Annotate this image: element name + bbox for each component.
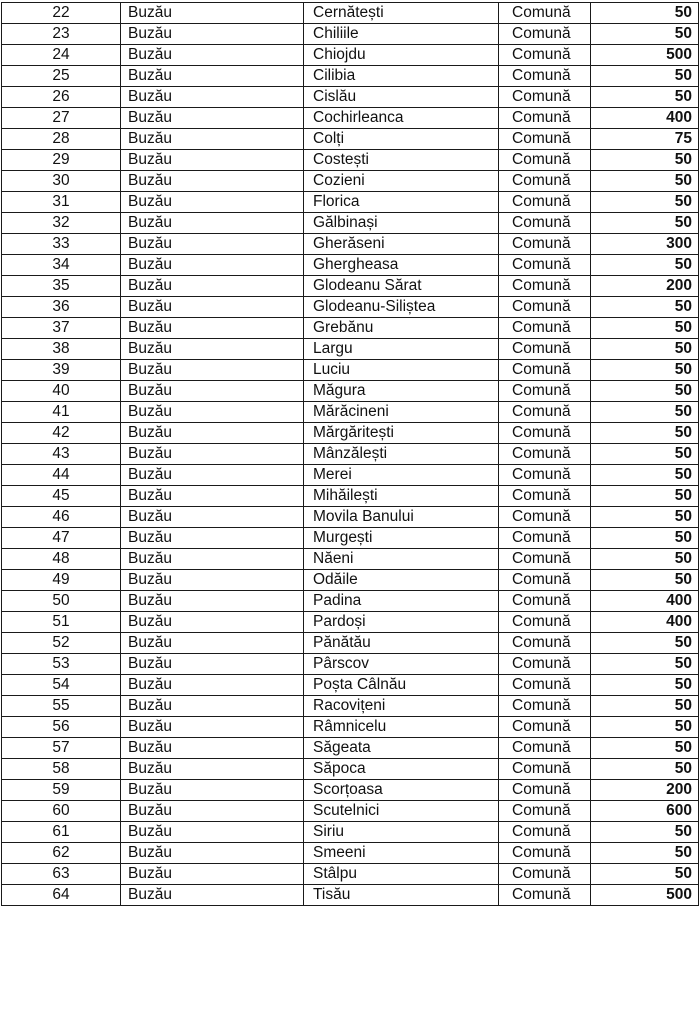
value-cell: 50: [591, 402, 699, 423]
locality-cell: Movila Banului: [304, 507, 499, 528]
type-cell: Comună: [499, 381, 591, 402]
table-row: [2, 759, 699, 780]
value-cell: 50: [591, 381, 699, 402]
county-cell: Buzău: [121, 759, 304, 780]
locality-cell: Padina: [304, 591, 499, 612]
row-number-cell: 41: [2, 402, 121, 423]
locality-cell: Săpoca: [304, 759, 499, 780]
county-cell: Buzău: [121, 696, 304, 717]
county-cell: Buzău: [121, 45, 304, 66]
type-cell: Comună: [499, 696, 591, 717]
value-cell: 50: [591, 822, 699, 843]
type-cell: Comună: [499, 192, 591, 213]
value-cell: 600: [591, 801, 699, 822]
locality-cell: Luciu: [304, 360, 499, 381]
county-cell: Buzău: [121, 465, 304, 486]
table-row: [2, 486, 699, 507]
locality-cell: Pardoși: [304, 612, 499, 633]
type-cell: Comună: [499, 255, 591, 276]
locality-cell: Racovițeni: [304, 696, 499, 717]
type-cell: Comună: [499, 87, 591, 108]
table-row: [2, 129, 699, 150]
county-cell: Buzău: [121, 864, 304, 885]
county-cell: Buzău: [121, 3, 304, 24]
row-number-cell: 26: [2, 87, 121, 108]
table-row: [2, 780, 699, 801]
locality-cell: Scorțoasa: [304, 780, 499, 801]
table-row: [2, 402, 699, 423]
locality-cell: Scutelnici: [304, 801, 499, 822]
value-cell: 200: [591, 276, 699, 297]
type-cell: Comună: [499, 339, 591, 360]
type-cell: Comună: [499, 717, 591, 738]
county-cell: Buzău: [121, 213, 304, 234]
table-row: [2, 570, 699, 591]
value-cell: 500: [591, 885, 699, 906]
row-number-cell: 35: [2, 276, 121, 297]
locality-cell: Siriu: [304, 822, 499, 843]
row-number-cell: 60: [2, 801, 121, 822]
value-cell: 400: [591, 612, 699, 633]
value-cell: 50: [591, 318, 699, 339]
county-cell: Buzău: [121, 654, 304, 675]
type-cell: Comună: [499, 423, 591, 444]
locality-cell: Poșta Câlnău: [304, 675, 499, 696]
county-cell: Buzău: [121, 612, 304, 633]
table-row: [2, 213, 699, 234]
type-cell: Comună: [499, 822, 591, 843]
county-cell: Buzău: [121, 717, 304, 738]
county-cell: Buzău: [121, 234, 304, 255]
value-cell: 50: [591, 465, 699, 486]
value-cell: 50: [591, 24, 699, 45]
locality-cell: Ghergheasa: [304, 255, 499, 276]
value-cell: 50: [591, 297, 699, 318]
type-cell: Comună: [499, 780, 591, 801]
locality-cell: Odăile: [304, 570, 499, 591]
value-cell: 50: [591, 150, 699, 171]
row-number-cell: 23: [2, 24, 121, 45]
locality-cell: Costești: [304, 150, 499, 171]
locality-cell: Chiliile: [304, 24, 499, 45]
locality-cell: Gălbinași: [304, 213, 499, 234]
value-cell: 50: [591, 759, 699, 780]
locality-cell: Florica: [304, 192, 499, 213]
value-cell: 50: [591, 549, 699, 570]
table-row: [2, 717, 699, 738]
row-number-cell: 45: [2, 486, 121, 507]
table-row: [2, 675, 699, 696]
county-cell: Buzău: [121, 381, 304, 402]
row-number-cell: 46: [2, 507, 121, 528]
locality-cell: Largu: [304, 339, 499, 360]
locality-cell: Cochirleanca: [304, 108, 499, 129]
table-row: [2, 234, 699, 255]
locality-cell: Tisău: [304, 885, 499, 906]
table-row: [2, 297, 699, 318]
value-cell: 50: [591, 675, 699, 696]
table-row: [2, 276, 699, 297]
table-row: [2, 192, 699, 213]
locality-cell: Mărgăritești: [304, 423, 499, 444]
locality-cell: Merei: [304, 465, 499, 486]
row-number-cell: 63: [2, 864, 121, 885]
locality-cell: Cislău: [304, 87, 499, 108]
value-cell: 200: [591, 780, 699, 801]
type-cell: Comună: [499, 612, 591, 633]
value-cell: 50: [591, 696, 699, 717]
row-number-cell: 56: [2, 717, 121, 738]
type-cell: Comună: [499, 738, 591, 759]
row-number-cell: 53: [2, 654, 121, 675]
row-number-cell: 59: [2, 780, 121, 801]
county-cell: Buzău: [121, 675, 304, 696]
locality-cell: Grebănu: [304, 318, 499, 339]
row-number-cell: 38: [2, 339, 121, 360]
table-row: [2, 801, 699, 822]
row-number-cell: 64: [2, 885, 121, 906]
locality-cell: Gherăseni: [304, 234, 499, 255]
row-number-cell: 25: [2, 66, 121, 87]
table-row: [2, 507, 699, 528]
row-number-cell: 39: [2, 360, 121, 381]
table-row: [2, 87, 699, 108]
county-cell: Buzău: [121, 801, 304, 822]
county-cell: Buzău: [121, 255, 304, 276]
row-number-cell: 28: [2, 129, 121, 150]
type-cell: Comună: [499, 528, 591, 549]
row-number-cell: 54: [2, 675, 121, 696]
type-cell: Comună: [499, 171, 591, 192]
type-cell: Comună: [499, 108, 591, 129]
row-number-cell: 22: [2, 3, 121, 24]
county-cell: Buzău: [121, 843, 304, 864]
row-number-cell: 32: [2, 213, 121, 234]
type-cell: Comună: [499, 465, 591, 486]
table-row: [2, 171, 699, 192]
locality-cell: Colți: [304, 129, 499, 150]
value-cell: 50: [591, 633, 699, 654]
row-number-cell: 52: [2, 633, 121, 654]
county-cell: Buzău: [121, 297, 304, 318]
county-cell: Buzău: [121, 549, 304, 570]
table-row: [2, 549, 699, 570]
row-number-cell: 33: [2, 234, 121, 255]
table-row: [2, 45, 699, 66]
row-number-cell: 44: [2, 465, 121, 486]
county-cell: Buzău: [121, 633, 304, 654]
type-cell: Comună: [499, 318, 591, 339]
type-cell: Comună: [499, 3, 591, 24]
county-cell: Buzău: [121, 87, 304, 108]
table-row: [2, 654, 699, 675]
county-cell: Buzău: [121, 780, 304, 801]
county-cell: Buzău: [121, 129, 304, 150]
table-row: [2, 360, 699, 381]
table-row: [2, 339, 699, 360]
table-row: [2, 591, 699, 612]
locality-cell: Măgura: [304, 381, 499, 402]
table-row: [2, 66, 699, 87]
table-row: [2, 864, 699, 885]
localities-table: [1, 2, 699, 906]
value-cell: 50: [591, 360, 699, 381]
row-number-cell: 49: [2, 570, 121, 591]
county-cell: Buzău: [121, 108, 304, 129]
locality-cell: Cernătești: [304, 3, 499, 24]
row-number-cell: 62: [2, 843, 121, 864]
table-body: [2, 3, 699, 906]
row-number-cell: 40: [2, 381, 121, 402]
value-cell: 50: [591, 339, 699, 360]
table-row: [2, 318, 699, 339]
value-cell: 75: [591, 129, 699, 150]
row-number-cell: 61: [2, 822, 121, 843]
value-cell: 50: [591, 717, 699, 738]
value-cell: 50: [591, 423, 699, 444]
type-cell: Comună: [499, 24, 591, 45]
row-number-cell: 43: [2, 444, 121, 465]
value-cell: 50: [591, 486, 699, 507]
type-cell: Comună: [499, 297, 591, 318]
county-cell: Buzău: [121, 507, 304, 528]
locality-cell: Năeni: [304, 549, 499, 570]
value-cell: 50: [591, 738, 699, 759]
row-number-cell: 50: [2, 591, 121, 612]
row-number-cell: 47: [2, 528, 121, 549]
county-cell: Buzău: [121, 339, 304, 360]
locality-cell: Glodeanu Sărat: [304, 276, 499, 297]
county-cell: Buzău: [121, 192, 304, 213]
type-cell: Comună: [499, 801, 591, 822]
table-row: [2, 150, 699, 171]
row-number-cell: 57: [2, 738, 121, 759]
county-cell: Buzău: [121, 66, 304, 87]
table-row: [2, 528, 699, 549]
table-row: [2, 612, 699, 633]
type-cell: Comună: [499, 66, 591, 87]
row-number-cell: 55: [2, 696, 121, 717]
row-number-cell: 24: [2, 45, 121, 66]
value-cell: 500: [591, 45, 699, 66]
type-cell: Comună: [499, 654, 591, 675]
county-cell: Buzău: [121, 444, 304, 465]
table-row: [2, 633, 699, 654]
row-number-cell: 37: [2, 318, 121, 339]
value-cell: 50: [591, 570, 699, 591]
row-number-cell: 36: [2, 297, 121, 318]
type-cell: Comună: [499, 360, 591, 381]
table-row: [2, 738, 699, 759]
type-cell: Comună: [499, 549, 591, 570]
type-cell: Comună: [499, 759, 591, 780]
row-number-cell: 51: [2, 612, 121, 633]
value-cell: 50: [591, 171, 699, 192]
locality-cell: Mânzălești: [304, 444, 499, 465]
table-row: [2, 465, 699, 486]
row-number-cell: 34: [2, 255, 121, 276]
value-cell: 50: [591, 213, 699, 234]
table-row: [2, 423, 699, 444]
county-cell: Buzău: [121, 24, 304, 45]
row-number-cell: 27: [2, 108, 121, 129]
locality-cell: Cozieni: [304, 171, 499, 192]
locality-cell: Stâlpu: [304, 864, 499, 885]
value-cell: 400: [591, 591, 699, 612]
value-cell: 50: [591, 528, 699, 549]
type-cell: Comună: [499, 402, 591, 423]
type-cell: Comună: [499, 234, 591, 255]
value-cell: 50: [591, 843, 699, 864]
type-cell: Comună: [499, 885, 591, 906]
table-row: [2, 696, 699, 717]
county-cell: Buzău: [121, 738, 304, 759]
locality-cell: Săgeata: [304, 738, 499, 759]
type-cell: Comună: [499, 570, 591, 591]
type-cell: Comună: [499, 675, 591, 696]
county-cell: Buzău: [121, 276, 304, 297]
value-cell: 400: [591, 108, 699, 129]
locality-cell: Pănătău: [304, 633, 499, 654]
table-row: [2, 444, 699, 465]
row-number-cell: 58: [2, 759, 121, 780]
type-cell: Comună: [499, 486, 591, 507]
table-row: [2, 843, 699, 864]
county-cell: Buzău: [121, 570, 304, 591]
county-cell: Buzău: [121, 150, 304, 171]
table-row: [2, 255, 699, 276]
county-cell: Buzău: [121, 318, 304, 339]
row-number-cell: 29: [2, 150, 121, 171]
locality-cell: Glodeanu-Siliștea: [304, 297, 499, 318]
value-cell: 50: [591, 66, 699, 87]
county-cell: Buzău: [121, 486, 304, 507]
locality-cell: Râmnicelu: [304, 717, 499, 738]
value-cell: 50: [591, 87, 699, 108]
county-cell: Buzău: [121, 885, 304, 906]
value-cell: 50: [591, 444, 699, 465]
table-row: [2, 24, 699, 45]
row-number-cell: 48: [2, 549, 121, 570]
county-cell: Buzău: [121, 822, 304, 843]
county-cell: Buzău: [121, 591, 304, 612]
type-cell: Comună: [499, 276, 591, 297]
county-cell: Buzău: [121, 360, 304, 381]
locality-cell: Chiojdu: [304, 45, 499, 66]
type-cell: Comună: [499, 843, 591, 864]
county-cell: Buzău: [121, 402, 304, 423]
value-cell: 50: [591, 255, 699, 276]
type-cell: Comună: [499, 591, 591, 612]
type-cell: Comună: [499, 213, 591, 234]
type-cell: Comună: [499, 129, 591, 150]
table-row: [2, 3, 699, 24]
table-row: [2, 381, 699, 402]
type-cell: Comună: [499, 45, 591, 66]
locality-cell: Mihăilești: [304, 486, 499, 507]
locality-cell: Murgești: [304, 528, 499, 549]
county-cell: Buzău: [121, 423, 304, 444]
type-cell: Comună: [499, 864, 591, 885]
table-row: [2, 885, 699, 906]
row-number-cell: 31: [2, 192, 121, 213]
value-cell: 50: [591, 3, 699, 24]
table-row: [2, 108, 699, 129]
type-cell: Comună: [499, 444, 591, 465]
value-cell: 50: [591, 507, 699, 528]
value-cell: 50: [591, 654, 699, 675]
locality-cell: Pârscov: [304, 654, 499, 675]
row-number-cell: 42: [2, 423, 121, 444]
value-cell: 300: [591, 234, 699, 255]
locality-cell: Mărăcineni: [304, 402, 499, 423]
type-cell: Comună: [499, 633, 591, 654]
type-cell: Comună: [499, 150, 591, 171]
county-cell: Buzău: [121, 528, 304, 549]
type-cell: Comună: [499, 507, 591, 528]
value-cell: 50: [591, 864, 699, 885]
locality-cell: Cilibia: [304, 66, 499, 87]
locality-cell: Smeeni: [304, 843, 499, 864]
table-row: [2, 822, 699, 843]
row-number-cell: 30: [2, 171, 121, 192]
county-cell: Buzău: [121, 171, 304, 192]
value-cell: 50: [591, 192, 699, 213]
